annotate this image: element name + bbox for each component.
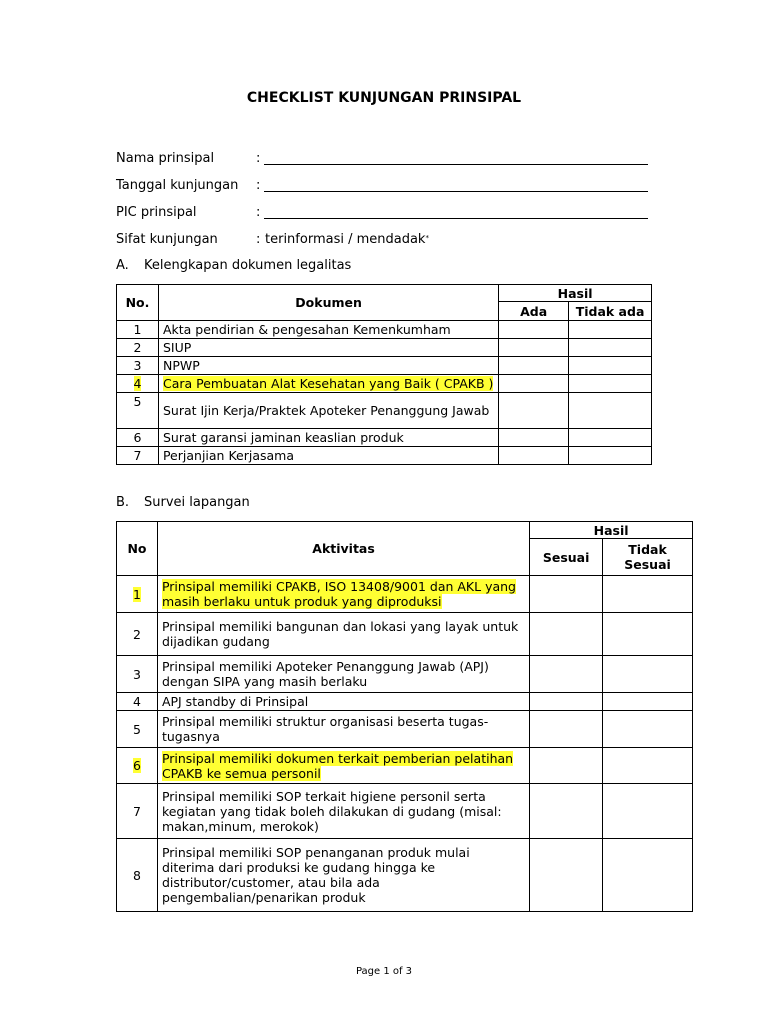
section-letter: A.	[116, 258, 129, 273]
row-dokumen: Akta pendirian & pengesahan Kemenkumham	[158, 321, 498, 339]
table-survei-lapangan	[116, 521, 693, 912]
row-aktivitas: Prinsipal memiliki bangunan dan lokasi yang layak untuk dijadikan gudang	[157, 613, 529, 656]
cell-tidak-sesuai[interactable]	[603, 576, 693, 613]
cell-tidak-sesuai[interactable]	[603, 656, 693, 693]
footnote-mark: *	[425, 234, 429, 242]
fill-in-line[interactable]	[264, 191, 648, 192]
highlighted-text: Prinsipal memiliki CPAKB, ISO 13408/9001 dan AKL yang masih berlaku untuk produk yang diproduksi	[161, 579, 516, 609]
section-a-heading	[116, 258, 351, 273]
section-title: Kelengkapan dokumen legalitas	[144, 258, 352, 273]
cell-tidak-sesuai[interactable]	[603, 711, 693, 748]
field-colon: :	[256, 178, 261, 193]
cell-ada[interactable]	[499, 393, 569, 429]
row-no	[117, 375, 159, 393]
header-no: No	[117, 522, 158, 576]
cell-tidak-sesuai[interactable]	[603, 748, 693, 784]
row-no: 7	[117, 784, 158, 839]
row-dokumen	[158, 375, 498, 393]
row-no: 5	[117, 711, 158, 748]
cell-ada[interactable]	[499, 357, 569, 375]
page-title: CHECKLIST KUNJUNGAN PRINSIPAL	[246, 90, 522, 106]
cell-ada[interactable]	[499, 339, 569, 357]
row-no: 5	[117, 393, 159, 429]
header-hasil: Hasil	[530, 522, 693, 539]
row-no: 2	[117, 613, 158, 656]
cell-ada[interactable]	[499, 447, 569, 465]
cell-tidak-ada[interactable]	[569, 339, 652, 357]
row-aktivitas	[157, 576, 529, 613]
row-no	[117, 748, 158, 784]
cell-sesuai[interactable]	[530, 711, 603, 748]
highlighted-text: 6	[132, 758, 141, 773]
row-dokumen: Surat Ijin Kerja/Praktek Apoteker Penanggung Jawab	[158, 393, 498, 429]
sifat-value: terinformasi / mendadak	[265, 232, 426, 247]
table-row	[117, 711, 693, 748]
table-row	[117, 357, 652, 375]
row-no: 4	[117, 693, 158, 711]
highlighted-text: Prinsipal memiliki dokumen terkait pemberian pelatihan CPAKB ke semua personil	[161, 750, 514, 781]
field-label: Sifat kunjungan	[116, 232, 218, 247]
field-label: PIC prinsipal	[116, 205, 197, 220]
fill-in-line[interactable]	[264, 218, 648, 219]
table-row	[117, 748, 693, 784]
page-footer: Page 1 of 3	[355, 966, 413, 977]
cell-sesuai[interactable]	[530, 613, 603, 656]
table-row	[117, 656, 693, 693]
table-row	[117, 321, 652, 339]
row-aktivitas: Prinsipal memiliki Apoteker Penanggung Jawab (APJ) dengan SIPA yang masih berlaku	[157, 656, 529, 693]
field-label: Tanggal kunjungan	[116, 178, 239, 193]
cell-sesuai[interactable]	[530, 784, 603, 839]
row-aktivitas: Prinsipal memiliki SOP penanganan produk mulai diterima dari produksi ke gudang hingga ke distributor/customer, atau bila ada pengembalian/penarikan produk	[157, 839, 529, 912]
row-no: 3	[117, 656, 158, 693]
row-aktivitas: Prinsipal memiliki struktur organisasi beserta tugas-tugasnya	[157, 711, 529, 748]
row-dokumen: Perjanjian Kerjasama	[158, 447, 498, 465]
cell-sesuai[interactable]	[530, 576, 603, 613]
cell-ada[interactable]	[499, 375, 569, 393]
table-row	[117, 447, 652, 465]
cell-tidak-ada[interactable]	[569, 375, 652, 393]
header-aktivitas: Aktivitas	[157, 522, 529, 576]
table-row	[117, 393, 652, 429]
table-row	[117, 839, 693, 912]
cell-tidak-ada[interactable]	[569, 447, 652, 465]
cell-ada[interactable]	[499, 321, 569, 339]
row-no: 7	[117, 447, 159, 465]
cell-ada[interactable]	[499, 429, 569, 447]
section-title: Survei lapangan	[144, 495, 250, 510]
row-no: 1	[117, 321, 159, 339]
row-no: 3	[117, 357, 159, 375]
header-sesuai: Sesuai	[530, 539, 603, 576]
cell-tidak-ada[interactable]	[569, 321, 652, 339]
field-colon: :	[256, 205, 261, 220]
cell-sesuai[interactable]	[530, 839, 603, 912]
section-letter: B.	[116, 495, 130, 510]
highlighted-text: Cara Pembuatan Alat Kesehatan yang Baik ( CPAKB )	[162, 376, 494, 391]
cell-sesuai[interactable]	[530, 748, 603, 784]
row-no	[117, 576, 158, 613]
row-dokumen: SIUP	[158, 339, 498, 357]
table-row	[117, 375, 652, 393]
cell-tidak-ada[interactable]	[569, 429, 652, 447]
header-dokumen: Dokumen	[158, 285, 498, 321]
header-ada: Ada	[499, 302, 569, 321]
table-row	[117, 339, 652, 357]
cell-tidak-sesuai[interactable]	[603, 613, 693, 656]
header-hasil: Hasil	[499, 285, 652, 302]
cell-tidak-ada[interactable]	[569, 393, 652, 429]
row-no: 8	[117, 839, 158, 912]
fill-in-line[interactable]	[264, 164, 648, 165]
table-row	[117, 693, 693, 711]
row-aktivitas: APJ standby di Prinsipal	[157, 693, 529, 711]
row-dokumen: Surat garansi jaminan keaslian produk	[158, 429, 498, 447]
cell-tidak-sesuai[interactable]	[603, 839, 693, 912]
field-label: Nama prinsipal	[116, 151, 215, 166]
cell-sesuai[interactable]	[530, 693, 603, 711]
cell-tidak-sesuai[interactable]	[603, 693, 693, 711]
highlighted-text: 1	[132, 586, 141, 602]
section-b-heading	[116, 495, 250, 510]
field-colon: :	[256, 151, 261, 166]
row-aktivitas	[157, 748, 529, 784]
cell-tidak-ada[interactable]	[569, 357, 652, 375]
row-dokumen: NPWP	[158, 357, 498, 375]
header-tidak-sesuai: Tidak Sesuai	[603, 539, 693, 576]
highlighted-text: 4	[133, 376, 142, 391]
table-row	[117, 576, 693, 613]
table-row	[117, 613, 693, 656]
header-tidak-ada: Tidak ada	[569, 302, 652, 321]
field-value	[265, 231, 429, 249]
row-no: 2	[117, 339, 159, 357]
cell-tidak-sesuai[interactable]	[603, 784, 693, 839]
header-no: No.	[117, 285, 159, 321]
table-dokumen-legalitas	[116, 284, 652, 465]
table-row	[117, 429, 652, 447]
row-aktivitas: Prinsipal memiliki SOP terkait higiene personil serta kegiatan yang tidak boleh dilakukan di gudang (misal: makan,minum, merokok)	[157, 784, 529, 839]
table-row	[117, 784, 693, 839]
cell-sesuai[interactable]	[530, 656, 603, 693]
field-colon: :	[256, 232, 261, 247]
row-no: 6	[117, 429, 159, 447]
